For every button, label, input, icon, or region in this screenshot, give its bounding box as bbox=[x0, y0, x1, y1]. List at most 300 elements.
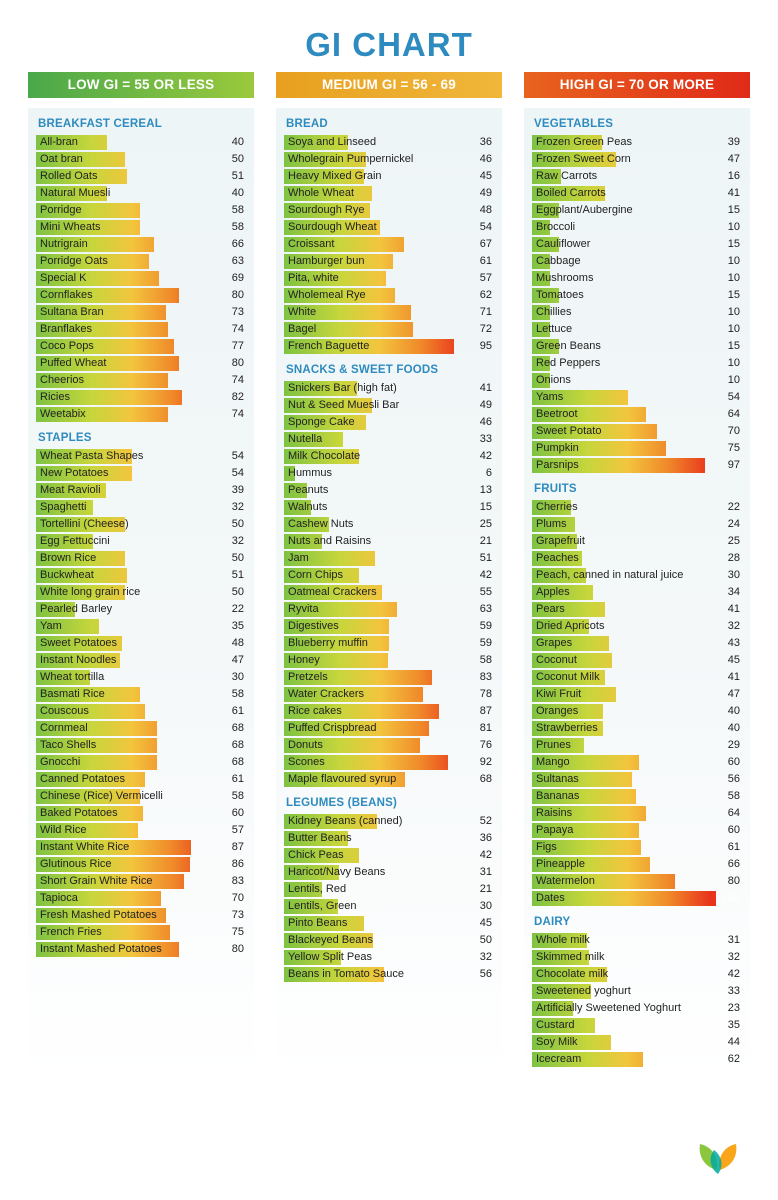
chart-row bbox=[532, 287, 742, 304]
food-label: Mushrooms bbox=[536, 272, 594, 284]
gi-value: 74 bbox=[231, 408, 244, 420]
chart-row bbox=[36, 839, 246, 856]
chart-row bbox=[36, 270, 246, 287]
gi-value: 49 bbox=[479, 399, 492, 411]
gi-value: 97 bbox=[727, 459, 740, 471]
food-label: French Fries bbox=[40, 926, 102, 938]
chart-row bbox=[284, 898, 494, 915]
chart-row bbox=[532, 890, 742, 907]
food-label: Coconut bbox=[536, 654, 577, 666]
gi-value: 75 bbox=[231, 926, 244, 938]
food-label: Cornflakes bbox=[40, 289, 93, 301]
food-label: Watermelon bbox=[536, 875, 595, 887]
chart-row bbox=[284, 253, 494, 270]
food-label: New Potatoes bbox=[40, 467, 109, 479]
gi-value: 47 bbox=[727, 688, 740, 700]
column-body bbox=[524, 108, 750, 1082]
food-label: Red Peppers bbox=[536, 357, 601, 369]
gi-value: 32 bbox=[231, 535, 244, 547]
gi-value: 44 bbox=[727, 1036, 740, 1048]
chart-row bbox=[532, 805, 742, 822]
food-label: Couscous bbox=[40, 705, 89, 717]
gi-value: 43 bbox=[727, 637, 740, 649]
food-label: Onions bbox=[536, 374, 571, 386]
section-title: DAIRY bbox=[534, 916, 571, 928]
chart-row bbox=[532, 771, 742, 788]
chart-row bbox=[284, 669, 494, 686]
gi-value: 47 bbox=[727, 153, 740, 165]
gi-value: 57 bbox=[479, 272, 492, 284]
food-label: Wheat tortilla bbox=[40, 671, 105, 683]
food-label: Dried Apricots bbox=[536, 620, 605, 632]
chart-row bbox=[532, 652, 742, 669]
food-label: Rice cakes bbox=[288, 705, 342, 717]
gi-value: 48 bbox=[231, 637, 244, 649]
chart-row bbox=[284, 304, 494, 321]
food-label: Oranges bbox=[536, 705, 579, 717]
gi-value: 21 bbox=[479, 535, 492, 547]
gi-value: 45 bbox=[727, 654, 740, 666]
gi-value: 40 bbox=[231, 136, 244, 148]
food-label: Whole Wheat bbox=[288, 187, 355, 199]
chart-row bbox=[36, 253, 246, 270]
food-label: Dates bbox=[536, 892, 565, 904]
chart-row bbox=[284, 881, 494, 898]
chart-row bbox=[36, 907, 246, 924]
chart-row bbox=[36, 788, 246, 805]
gi-value: 29 bbox=[727, 739, 740, 751]
gi-value: 77 bbox=[231, 340, 244, 352]
gi-value: 39 bbox=[727, 136, 740, 148]
chart-row bbox=[284, 414, 494, 431]
chart-row bbox=[36, 465, 246, 482]
gi-value: 10 bbox=[727, 255, 740, 267]
chart-row bbox=[36, 499, 246, 516]
food-label: Raw Carrots bbox=[536, 170, 598, 182]
chart-row bbox=[532, 253, 742, 270]
chart-row bbox=[36, 686, 246, 703]
food-label: Glutinous Rice bbox=[40, 858, 112, 870]
gi-value: 54 bbox=[231, 450, 244, 462]
chart-row bbox=[284, 550, 494, 567]
chart-row bbox=[36, 406, 246, 423]
chart-row bbox=[284, 465, 494, 482]
food-label: Wild Rice bbox=[40, 824, 87, 836]
gi-value: 74 bbox=[231, 323, 244, 335]
chart-row bbox=[284, 431, 494, 448]
chart-row bbox=[532, 788, 742, 805]
gi-value: 39 bbox=[231, 484, 244, 496]
gi-value: 87 bbox=[231, 841, 244, 853]
food-label: Corn Chips bbox=[288, 569, 344, 581]
chart-row bbox=[532, 389, 742, 406]
gi-value: 95 bbox=[479, 340, 492, 352]
food-label: Wholemeal Rye bbox=[288, 289, 366, 301]
chart-row bbox=[532, 550, 742, 567]
food-label: Coco Pops bbox=[40, 340, 94, 352]
chart-row bbox=[532, 686, 742, 703]
chart-row bbox=[36, 389, 246, 406]
chart-row bbox=[532, 873, 742, 890]
chart-row bbox=[36, 873, 246, 890]
food-label: Oatmeal Crackers bbox=[288, 586, 377, 598]
gi-value: 62 bbox=[727, 1053, 740, 1065]
gi-value: 50 bbox=[231, 153, 244, 165]
chart-row bbox=[532, 406, 742, 423]
food-label: Cabbage bbox=[536, 255, 581, 267]
gi-value: 6 bbox=[485, 467, 492, 479]
food-label: Peanuts bbox=[288, 484, 329, 496]
chart-column bbox=[28, 72, 254, 1082]
chart-row bbox=[532, 338, 742, 355]
chart-column bbox=[276, 72, 502, 1082]
gi-value: 41 bbox=[727, 671, 740, 683]
gi-value: 62 bbox=[479, 289, 492, 301]
food-label: Fresh Mashed Potatoes bbox=[40, 909, 157, 921]
food-label: Pinto Beans bbox=[288, 917, 348, 929]
chart-row bbox=[532, 949, 742, 966]
column-header: HIGH GI = 70 OR MORE bbox=[524, 72, 750, 98]
food-label: Cherries bbox=[536, 501, 578, 513]
gi-value: 80 bbox=[231, 289, 244, 301]
food-label: Donuts bbox=[288, 739, 323, 751]
chart-row bbox=[36, 338, 246, 355]
food-label: Wholegrain Pumpernickel bbox=[288, 153, 414, 165]
food-label: Nutrigrain bbox=[40, 238, 88, 250]
gi-value: 46 bbox=[479, 416, 492, 428]
food-label: Artificially Sweetened Yoghurt bbox=[536, 1002, 681, 1014]
gi-value: 68 bbox=[479, 773, 492, 785]
food-label: Broccoli bbox=[536, 221, 576, 233]
food-label: Apples bbox=[536, 586, 570, 598]
gi-value: 63 bbox=[479, 603, 492, 615]
gi-value: 78 bbox=[479, 688, 492, 700]
section-title: SNACKS & SWEET FOODS bbox=[286, 364, 439, 376]
chart-row bbox=[36, 516, 246, 533]
chart-row bbox=[284, 567, 494, 584]
gi-value: 83 bbox=[479, 671, 492, 683]
food-label: Bananas bbox=[536, 790, 580, 802]
food-label: Snickers Bar (high fat) bbox=[288, 382, 397, 394]
chart-row bbox=[532, 168, 742, 185]
food-label: Tomatoes bbox=[536, 289, 584, 301]
chart-row bbox=[532, 423, 742, 440]
chart-row bbox=[36, 703, 246, 720]
chart-row bbox=[532, 533, 742, 550]
chart-row bbox=[532, 966, 742, 983]
food-label: Pineapple bbox=[536, 858, 585, 870]
food-label: Grapefruit bbox=[536, 535, 585, 547]
section-title: STAPLES bbox=[38, 432, 92, 444]
food-label: Cashew Nuts bbox=[288, 518, 354, 530]
chart-row bbox=[532, 236, 742, 253]
gi-value: 16 bbox=[727, 170, 740, 182]
food-label: Beetroot bbox=[536, 408, 578, 420]
food-label: Whole milk bbox=[536, 934, 590, 946]
chart-row bbox=[532, 601, 742, 618]
chart-row bbox=[532, 304, 742, 321]
chart-row bbox=[36, 805, 246, 822]
gi-value: 68 bbox=[231, 722, 244, 734]
food-label: Maple flavoured syrup bbox=[288, 773, 397, 785]
food-label: Nuts and Raisins bbox=[288, 535, 372, 547]
food-label: Beans in Tomato Sauce bbox=[288, 968, 404, 980]
chart-row bbox=[284, 601, 494, 618]
chart-row bbox=[532, 720, 742, 737]
chart-row bbox=[284, 134, 494, 151]
gi-value: 66 bbox=[231, 238, 244, 250]
gi-value: 35 bbox=[231, 620, 244, 632]
chart-row bbox=[532, 355, 742, 372]
chart-row bbox=[36, 652, 246, 669]
food-label: Chick Peas bbox=[288, 849, 344, 861]
food-label: Buckwheat bbox=[40, 569, 94, 581]
food-label: Instant Mashed Potatoes bbox=[40, 943, 162, 955]
food-label: Chocolate milk bbox=[536, 968, 609, 980]
chart-row bbox=[532, 219, 742, 236]
gi-value: 30 bbox=[727, 569, 740, 581]
gi-value: 24 bbox=[727, 518, 740, 530]
food-label: Canned Potatoes bbox=[40, 773, 126, 785]
chart-row bbox=[36, 601, 246, 618]
gi-value: 68 bbox=[231, 739, 244, 751]
food-label: Plums bbox=[536, 518, 567, 530]
food-label: Chillies bbox=[536, 306, 572, 318]
gi-value: 64 bbox=[727, 408, 740, 420]
chart-row bbox=[36, 754, 246, 771]
gi-value: 32 bbox=[479, 951, 492, 963]
food-label: Sweet Potato bbox=[536, 425, 602, 437]
food-label: Peach, canned in natural juice bbox=[536, 569, 684, 581]
chart-row bbox=[284, 287, 494, 304]
gi-value: 55 bbox=[479, 586, 492, 598]
food-label: Jam bbox=[288, 552, 309, 564]
chart-row bbox=[532, 1051, 742, 1068]
gi-value: 30 bbox=[479, 900, 492, 912]
gi-value: 23 bbox=[727, 1002, 740, 1014]
gi-value: 34 bbox=[727, 586, 740, 598]
chart-row bbox=[36, 567, 246, 584]
food-label: Ricies bbox=[40, 391, 70, 403]
food-label: Pita, white bbox=[288, 272, 339, 284]
food-label: Kidney Beans (canned) bbox=[288, 815, 403, 827]
gi-value: 58 bbox=[231, 204, 244, 216]
chart-row bbox=[284, 584, 494, 601]
gi-value: 86 bbox=[231, 858, 244, 870]
gi-value: 82 bbox=[231, 391, 244, 403]
chart-row bbox=[284, 966, 494, 983]
chart-row bbox=[36, 151, 246, 168]
gi-value: 80 bbox=[231, 357, 244, 369]
food-label: Branflakes bbox=[40, 323, 92, 335]
gi-value: 81 bbox=[479, 722, 492, 734]
chart-row bbox=[284, 703, 494, 720]
gi-value: 60 bbox=[727, 824, 740, 836]
food-label: Walnuts bbox=[288, 501, 328, 513]
gi-value: 87 bbox=[479, 705, 492, 717]
gi-value: 33 bbox=[727, 985, 740, 997]
gi-value: 45 bbox=[479, 917, 492, 929]
gi-value: 25 bbox=[479, 518, 492, 530]
food-label: Sultanas bbox=[536, 773, 579, 785]
gi-value: 40 bbox=[727, 722, 740, 734]
gi-value: 36 bbox=[479, 832, 492, 844]
food-label: Cornmeal bbox=[40, 722, 88, 734]
gi-value: 31 bbox=[479, 866, 492, 878]
food-label: Honey bbox=[288, 654, 320, 666]
food-label: Tortellini (Cheese) bbox=[40, 518, 129, 530]
gi-value: 32 bbox=[727, 951, 740, 963]
chart-row bbox=[532, 669, 742, 686]
gi-value: 54 bbox=[727, 391, 740, 403]
food-label: Scones bbox=[288, 756, 325, 768]
gi-value: 41 bbox=[727, 187, 740, 199]
gi-value: 42 bbox=[479, 450, 492, 462]
food-label: Natural Muesli bbox=[40, 187, 111, 199]
chart-columns bbox=[0, 72, 778, 1082]
food-label: Nutella bbox=[288, 433, 323, 445]
chart-row bbox=[36, 737, 246, 754]
chart-row bbox=[532, 839, 742, 856]
gi-value: 70 bbox=[231, 892, 244, 904]
gi-value: 68 bbox=[231, 756, 244, 768]
gi-value: 73 bbox=[231, 306, 244, 318]
gi-value: 13 bbox=[479, 484, 492, 496]
food-label: Soy Milk bbox=[536, 1036, 578, 1048]
food-label: Yellow Split Peas bbox=[288, 951, 372, 963]
food-label: Hummus bbox=[288, 467, 333, 479]
food-label: Frozen Green Peas bbox=[536, 136, 632, 148]
column-body bbox=[276, 108, 502, 1082]
chart-row bbox=[532, 618, 742, 635]
gi-value: 59 bbox=[479, 620, 492, 632]
chart-row bbox=[284, 686, 494, 703]
chart-row bbox=[36, 185, 246, 202]
gi-value: 36 bbox=[479, 136, 492, 148]
chart-row bbox=[36, 533, 246, 550]
chart-row bbox=[532, 737, 742, 754]
food-label: Peaches bbox=[536, 552, 579, 564]
chart-row bbox=[284, 397, 494, 414]
gi-value: 42 bbox=[479, 569, 492, 581]
gi-value: 54 bbox=[231, 467, 244, 479]
gi-value: 32 bbox=[727, 620, 740, 632]
chart-row bbox=[284, 771, 494, 788]
food-label: Grapes bbox=[536, 637, 573, 649]
gi-value: 60 bbox=[231, 807, 244, 819]
chart-row bbox=[532, 457, 742, 474]
gi-value: 45 bbox=[479, 170, 492, 182]
chart-row bbox=[532, 856, 742, 873]
gi-value: 74 bbox=[231, 374, 244, 386]
column-header: MEDIUM GI = 56 - 69 bbox=[276, 72, 502, 98]
food-label: Short Grain White Rice bbox=[40, 875, 153, 887]
food-label: Instant White Rice bbox=[40, 841, 130, 853]
chart-row bbox=[284, 516, 494, 533]
chart-row bbox=[36, 321, 246, 338]
food-label: Milk Chocolate bbox=[288, 450, 361, 462]
column-body bbox=[28, 108, 254, 1082]
chart-row bbox=[284, 338, 494, 355]
gi-value: 48 bbox=[479, 204, 492, 216]
gi-value: 50 bbox=[479, 934, 492, 946]
chart-row bbox=[36, 635, 246, 652]
chart-row bbox=[36, 287, 246, 304]
gi-value: 61 bbox=[479, 255, 492, 267]
gi-value: 10 bbox=[727, 306, 740, 318]
food-label: Icecream bbox=[536, 1053, 582, 1065]
food-label: Weetabix bbox=[40, 408, 86, 420]
section-title: BREAKFAST CEREAL bbox=[38, 118, 162, 130]
chart-row bbox=[36, 771, 246, 788]
food-label: Lentils, Red bbox=[288, 883, 347, 895]
chart-row bbox=[36, 134, 246, 151]
chart-row bbox=[36, 856, 246, 873]
gi-value: 51 bbox=[231, 569, 244, 581]
food-label: Prunes bbox=[536, 739, 571, 751]
food-label: Spaghetti bbox=[40, 501, 87, 513]
chart-row bbox=[284, 932, 494, 949]
section-title: VEGETABLES bbox=[534, 118, 614, 130]
gi-value: 15 bbox=[727, 289, 740, 301]
chart-row bbox=[532, 1017, 742, 1034]
chart-row bbox=[532, 584, 742, 601]
gi-value: 22 bbox=[727, 501, 740, 513]
chart-row bbox=[532, 321, 742, 338]
gi-value: 66 bbox=[727, 858, 740, 870]
chart-row bbox=[532, 134, 742, 151]
gi-value: 76 bbox=[479, 739, 492, 751]
food-label: Brown Rice bbox=[40, 552, 97, 564]
food-label: Yam bbox=[40, 620, 62, 632]
gi-value: 56 bbox=[727, 773, 740, 785]
gi-value: 51 bbox=[231, 170, 244, 182]
gi-value: 61 bbox=[231, 773, 244, 785]
gi-value: 33 bbox=[479, 433, 492, 445]
food-label: Chinese (Rice) Vermicelli bbox=[40, 790, 163, 802]
gi-value: 42 bbox=[479, 849, 492, 861]
chart-row bbox=[532, 440, 742, 457]
food-label: Taco Shells bbox=[40, 739, 97, 751]
food-label: Sweet Potatoes bbox=[40, 637, 118, 649]
food-label: Meat Ravioli bbox=[40, 484, 101, 496]
chart-row bbox=[532, 372, 742, 389]
gi-value: 54 bbox=[479, 221, 492, 233]
food-label: Baked Potatoes bbox=[40, 807, 118, 819]
food-label: Pearled Barley bbox=[40, 603, 113, 615]
gi-value: 58 bbox=[231, 688, 244, 700]
gi-value: 42 bbox=[727, 968, 740, 980]
chart-row bbox=[284, 949, 494, 966]
gi-value: 58 bbox=[479, 654, 492, 666]
chart-row bbox=[532, 983, 742, 1000]
food-label: Nut & Seed Muesli Bar bbox=[288, 399, 400, 411]
food-label: Blackeyed Beans bbox=[288, 934, 373, 946]
chart-row bbox=[36, 584, 246, 601]
food-label: Mini Wheats bbox=[40, 221, 101, 233]
food-label: Hamburger bun bbox=[288, 255, 365, 267]
food-label: Coconut Milk bbox=[536, 671, 600, 683]
food-label: Pears bbox=[536, 603, 565, 615]
gi-value: 15 bbox=[727, 340, 740, 352]
chart-row bbox=[284, 236, 494, 253]
chart-row bbox=[36, 202, 246, 219]
chart-row bbox=[532, 1000, 742, 1017]
chart-row bbox=[36, 355, 246, 372]
food-label: All-bran bbox=[40, 136, 78, 148]
gi-value: 56 bbox=[479, 968, 492, 980]
food-label: Custard bbox=[536, 1019, 575, 1031]
